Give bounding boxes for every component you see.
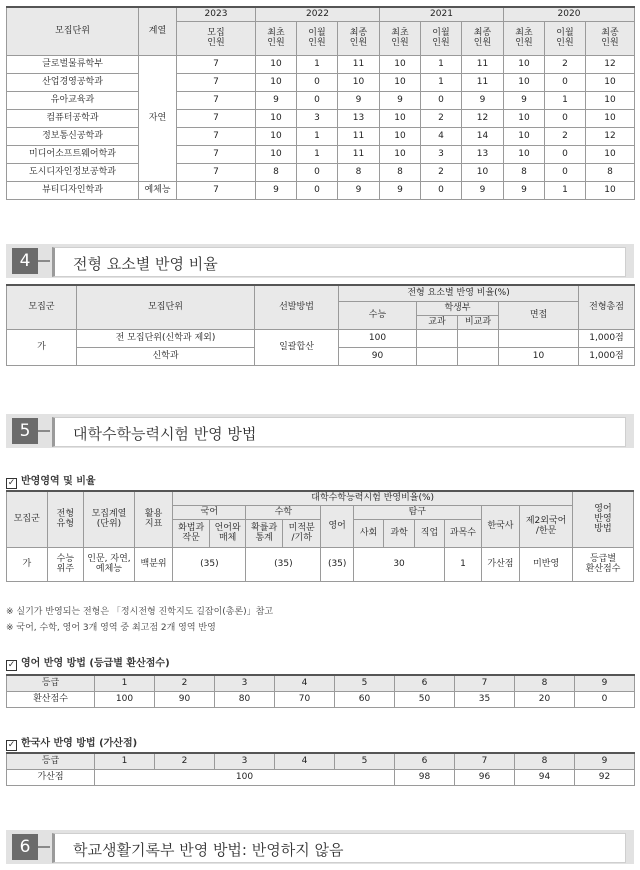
value-cell: 9 (338, 91, 380, 109)
value-cell: 10 (380, 127, 421, 145)
table-row (7, 73, 635, 91)
count-cell: 1 (445, 547, 482, 581)
suneung-cell: 100 (339, 329, 417, 347)
hdr-unit: 모집단위 (77, 285, 255, 329)
value-cell: 10 (586, 109, 635, 127)
hdr-inquiry: 탐구 (353, 505, 481, 519)
hdr-subj: 교과 (417, 315, 458, 329)
value-cell: 0 (545, 145, 586, 163)
subhead-history: ✓ 한국사 반영 방법 (가산점) (7, 738, 138, 750)
table-row (7, 127, 635, 145)
grade-cell: 7 (455, 675, 515, 691)
value-cell: 11 (462, 73, 504, 91)
interview-cell (499, 329, 579, 347)
grade-cell: 6 (395, 675, 455, 691)
value-cell: 3 (297, 109, 338, 127)
value-cell: 11 (338, 55, 380, 73)
header-sub-col: 모집 인원 (177, 21, 256, 55)
value-cell: 10 (504, 109, 545, 127)
hdr-korean: 국어 (173, 505, 246, 519)
inquiry-cell: 30 (353, 547, 444, 581)
value-cell: 9 (504, 91, 545, 109)
section-6-heading (6, 830, 634, 864)
math-cell: (35) (246, 547, 321, 581)
value-cell: 9 (256, 181, 297, 199)
eng-method-cell: 등급별 환산점수 (573, 547, 634, 581)
value-cell: 8 (504, 163, 545, 181)
score-label: 가산점 (7, 769, 95, 785)
value-cell: 1 (297, 145, 338, 163)
grade-cell: 4 (275, 675, 335, 691)
value-cell: 8 (256, 163, 297, 181)
header-sub-col: 이월 인원 (421, 21, 462, 55)
unit-name: 정보통신공학과 (7, 127, 139, 145)
score-cell: 70 (275, 691, 335, 707)
grade-cell: 8 (515, 675, 575, 691)
value-cell: 10 (380, 145, 421, 163)
hdr-i3: 직업 (414, 519, 444, 547)
header-year-2021: 2021 (380, 7, 504, 21)
section-4-heading (6, 244, 634, 278)
score-cell: 20 (515, 691, 575, 707)
section-title: 학교생활기록부 반영 방법: 반영하지 않음 (73, 841, 344, 859)
subhead-ratio: ✓ 반영영역 및 비율 (7, 476, 96, 488)
foreign-cell: 미반영 (520, 547, 573, 581)
header-year-2022: 2022 (256, 7, 380, 21)
value-cell: 10 (256, 127, 297, 145)
section-number: 4 (12, 248, 38, 274)
value-cell: 8 (338, 163, 380, 181)
recruitment-table (6, 6, 635, 200)
hdr-english: 영어 (321, 505, 353, 547)
grade-cell: 9 (575, 753, 635, 769)
unit-cell: 전 모집단위(신학과 제외) (77, 329, 255, 347)
value-cell: 2 (421, 163, 462, 181)
header-sub-col: 최초 인원 (256, 21, 297, 55)
value-cell: 13 (338, 109, 380, 127)
checkbox-icon: ✓ (7, 660, 16, 670)
value-cell: 1 (545, 181, 586, 199)
value-cell: 0 (545, 73, 586, 91)
hdr-method: 선발방법 (255, 285, 339, 329)
value-cell: 0 (297, 91, 338, 109)
value-cell: 9 (380, 91, 421, 109)
grade-cell: 2 (155, 753, 215, 769)
score-cell: 80 (215, 691, 275, 707)
value-cell: 12 (462, 109, 504, 127)
section-title: 전형 요소별 반영 비율 (73, 255, 218, 273)
value-cell: 3 (421, 145, 462, 163)
value-cell: 7 (177, 181, 256, 199)
value-cell: 0 (545, 109, 586, 127)
note-1: ※ 실기가 반영되는 전형은 「정시전형 진학지도 길잡이(총론)」참고 (6, 607, 274, 617)
grade-cell: 5 (335, 753, 395, 769)
history-score-table (6, 752, 635, 786)
hdr-suneung: 수능 (339, 301, 417, 329)
grade-cell: 6 (395, 753, 455, 769)
value-cell: 9 (462, 91, 504, 109)
history-score-1-5: 100 (95, 769, 395, 785)
table-row (7, 109, 635, 127)
grade-cell: 5 (335, 675, 395, 691)
value-cell: 7 (177, 55, 256, 73)
hdr-field: 모집계열 (단위) (84, 491, 135, 547)
value-cell: 9 (504, 181, 545, 199)
history-score-9: 92 (575, 769, 635, 785)
hdr-type: 전형 유형 (47, 491, 84, 547)
header-sub-col: 최종 인원 (338, 21, 380, 55)
value-cell: 10 (504, 55, 545, 73)
grade-cell: 9 (575, 675, 635, 691)
score-cell: 0 (575, 691, 635, 707)
grade-cell: 3 (215, 675, 275, 691)
value-cell: 10 (380, 55, 421, 73)
section-number: 6 (12, 834, 38, 860)
english-score-table (6, 674, 635, 708)
value-cell: 1 (297, 55, 338, 73)
header-sub-col: 최초 인원 (380, 21, 421, 55)
grade-cell: 2 (155, 675, 215, 691)
hdr-i2: 과학 (384, 519, 414, 547)
hdr-foreign: 제2외국어 /한문 (520, 505, 573, 547)
hdr-ratio: 전형 요소별 반영 비율(%) (339, 285, 579, 301)
header-unit: 모집단위 (7, 7, 139, 55)
value-cell: 2 (545, 55, 586, 73)
value-cell: 1 (421, 55, 462, 73)
value-cell: 9 (338, 181, 380, 199)
subj-cell (417, 347, 458, 365)
group-cell: 가 (7, 329, 77, 365)
checkbox-icon: ✓ (7, 740, 16, 750)
hdr-record: 학생부 (417, 301, 499, 315)
value-cell: 2 (545, 127, 586, 145)
hdr-k1: 화법과 작문 (173, 519, 210, 547)
value-cell: 4 (421, 127, 462, 145)
value-cell: 7 (177, 163, 256, 181)
header-sub-col: 최종 인원 (462, 21, 504, 55)
field-cell: 인문, 자연, 예체능 (84, 547, 135, 581)
value-cell: 1 (421, 73, 462, 91)
value-cell: 10 (586, 145, 635, 163)
nonsubj-cell (458, 347, 499, 365)
score-cell: 35 (455, 691, 515, 707)
unit-name: 뷰티디자인학과 (7, 181, 139, 199)
hdr-total: 전형총점 (579, 285, 635, 329)
grade-cell: 1 (95, 675, 155, 691)
section-5-heading (6, 414, 634, 448)
grade-label: 등급 (7, 753, 95, 769)
value-cell: 0 (297, 181, 338, 199)
grade-cell: 7 (455, 753, 515, 769)
hdr-history: 한국사 (481, 505, 520, 547)
unit-name: 산업경영공학과 (7, 73, 139, 91)
hdr-math: 수학 (246, 505, 321, 519)
value-cell: 10 (586, 181, 635, 199)
value-cell: 1 (297, 127, 338, 145)
value-cell: 10 (256, 109, 297, 127)
value-cell: 10 (586, 73, 635, 91)
value-cell: 12 (586, 127, 635, 145)
index-cell: 백분위 (134, 547, 173, 581)
suneung-cell: 90 (339, 347, 417, 365)
grade-cell: 3 (215, 753, 275, 769)
value-cell: 14 (462, 127, 504, 145)
value-cell: 7 (177, 109, 256, 127)
table-row (7, 181, 635, 199)
grade-cell: 8 (515, 753, 575, 769)
unit-cell: 신학과 (77, 347, 255, 365)
unit-name: 미디어소프트웨어학과 (7, 145, 139, 163)
grade-cell: 4 (275, 753, 335, 769)
header-year-2023: 2023 (177, 7, 256, 21)
unit-name: 글로벌물류학부 (7, 55, 139, 73)
value-cell: 11 (338, 127, 380, 145)
score-cell: 100 (95, 691, 155, 707)
method-cell: 일괄합산 (255, 329, 339, 365)
group-cell: 가 (7, 547, 48, 581)
value-cell: 10 (256, 55, 297, 73)
value-cell: 10 (586, 91, 635, 109)
table-row (7, 91, 635, 109)
field-cell: 예체능 (139, 181, 177, 199)
value-cell: 9 (380, 181, 421, 199)
nonsubj-cell (458, 329, 499, 347)
unit-name: 컴퓨터공학과 (7, 109, 139, 127)
table-row (7, 145, 635, 163)
header-field: 계열 (139, 7, 177, 55)
type-cell: 수능 위주 (47, 547, 84, 581)
value-cell: 0 (297, 163, 338, 181)
value-cell: 10 (380, 73, 421, 91)
score-cell: 50 (395, 691, 455, 707)
header-sub-col: 최초 인원 (504, 21, 545, 55)
value-cell: 7 (177, 73, 256, 91)
hdr-nonsubj: 비교과 (458, 315, 499, 329)
table-row (7, 55, 635, 73)
value-cell: 7 (177, 145, 256, 163)
grade-label: 등급 (7, 675, 95, 691)
hdr-index: 활용 지표 (134, 491, 173, 547)
header-sub-col: 이월 인원 (297, 21, 338, 55)
history-score-7: 96 (455, 769, 515, 785)
field-cell: 자연 (139, 55, 177, 181)
hdr-i1: 사회 (353, 519, 383, 547)
header-year-2020: 2020 (504, 7, 635, 21)
suneung-ratio-table (6, 490, 634, 582)
value-cell: 2 (421, 109, 462, 127)
value-cell: 13 (462, 145, 504, 163)
value-cell: 8 (380, 163, 421, 181)
value-cell: 10 (504, 145, 545, 163)
value-cell: 9 (256, 91, 297, 109)
value-cell: 0 (421, 91, 462, 109)
hdr-group: 모집군 (7, 285, 77, 329)
value-cell: 0 (297, 73, 338, 91)
hdr-interview: 면접 (499, 301, 579, 329)
value-cell: 10 (504, 73, 545, 91)
hdr-ratio: 대학수학능력시험 반영비율(%) (173, 491, 573, 505)
note-2: ※ 국어, 수학, 영어 3개 영역 중 최고점 2개 영역 반영 (6, 623, 216, 633)
value-cell: 0 (545, 163, 586, 181)
history-cell: 가산점 (481, 547, 520, 581)
interview-cell: 10 (499, 347, 579, 365)
score-cell: 60 (335, 691, 395, 707)
score-label: 환산점수 (7, 691, 95, 707)
value-cell: 8 (586, 163, 635, 181)
total-cell: 1,000점 (579, 347, 635, 365)
value-cell: 10 (504, 127, 545, 145)
score-cell: 90 (155, 691, 215, 707)
header-sub-col: 이월 인원 (545, 21, 586, 55)
value-cell: 11 (338, 145, 380, 163)
header-sub-col: 최종 인원 (586, 21, 635, 55)
section-title: 대학수학능력시험 반영 방법 (73, 425, 257, 443)
hdr-i4: 과목수 (445, 519, 482, 547)
english-cell: (35) (321, 547, 353, 581)
grade-cell: 1 (95, 753, 155, 769)
subj-cell (417, 329, 458, 347)
history-score-6: 98 (395, 769, 455, 785)
hdr-k2: 언어와 매체 (209, 519, 246, 547)
value-cell: 10 (256, 145, 297, 163)
value-cell: 10 (462, 163, 504, 181)
value-cell: 9 (462, 181, 504, 199)
unit-name: 유아교육과 (7, 91, 139, 109)
value-cell: 10 (338, 73, 380, 91)
subhead-english: ✓ 영어 반영 방법 (등급별 환산점수) (7, 658, 170, 670)
hdr-eng-method: 영어 반영 방법 (573, 491, 634, 547)
korean-cell: (35) (173, 547, 246, 581)
hdr-group: 모집군 (7, 491, 48, 547)
value-cell: 7 (177, 127, 256, 145)
hdr-m1: 확률과 통계 (246, 519, 283, 547)
value-cell: 7 (177, 91, 256, 109)
unit-name: 도시디자인정보공학과 (7, 163, 139, 181)
section-number: 5 (12, 418, 38, 444)
value-cell: 1 (545, 91, 586, 109)
hdr-m2: 미적분 /기하 (282, 519, 321, 547)
value-cell: 10 (256, 73, 297, 91)
value-cell: 0 (421, 181, 462, 199)
value-cell: 12 (586, 55, 635, 73)
history-score-8: 94 (515, 769, 575, 785)
value-cell: 11 (462, 55, 504, 73)
table-row (7, 163, 635, 181)
value-cell: 10 (380, 109, 421, 127)
selection-ratio-table (6, 284, 635, 366)
checkbox-icon: ✓ (7, 478, 16, 488)
total-cell: 1,000점 (579, 329, 635, 347)
